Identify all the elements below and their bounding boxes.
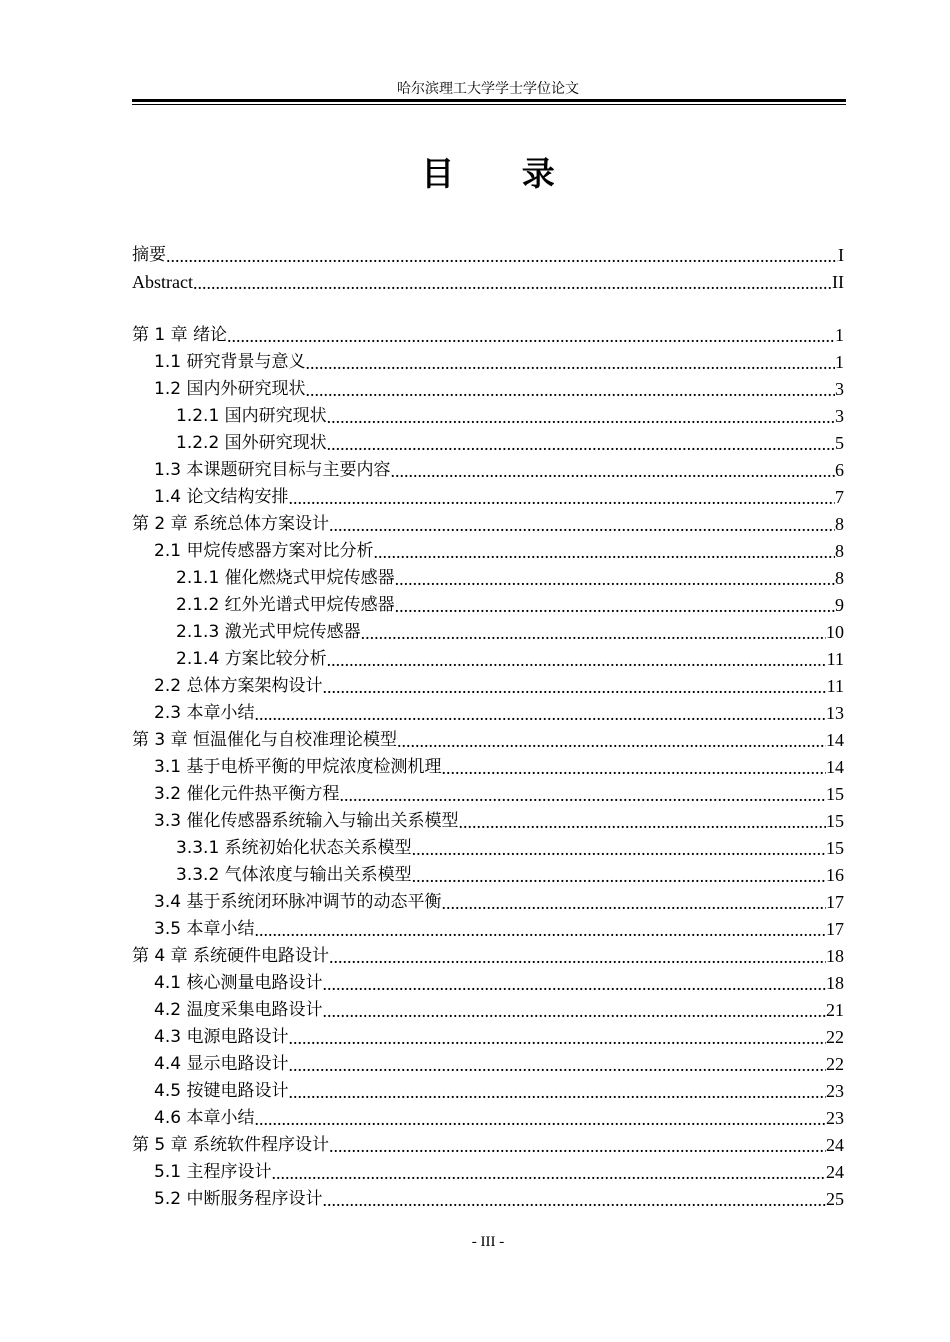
toc-entry[interactable] <box>132 1103 844 1130</box>
toc-entry-page: 3 <box>835 406 844 426</box>
toc-leader-dots <box>395 593 835 617</box>
toc-entry[interactable] <box>132 671 844 698</box>
page-title: 目 录 <box>421 154 583 193</box>
toc-entry[interactable] <box>132 1184 844 1211</box>
toc-entry[interactable] <box>132 968 844 995</box>
toc-entry-page: 21 <box>826 1000 844 1020</box>
toc-entry-page: 17 <box>826 892 844 912</box>
toc-entry[interactable] <box>132 752 844 779</box>
toc-entry[interactable] <box>132 941 844 968</box>
toc-entry-page: 5 <box>835 433 844 453</box>
toc-entry-page: 24 <box>826 1162 844 1182</box>
toc-entry-page: 23 <box>826 1108 844 1128</box>
toc-entry-label: 2.1.1 催化燃烧式甲烷传感器 <box>176 568 395 588</box>
toc-entry-page: 13 <box>826 703 844 723</box>
toc-entry-label: 3.3.1 系统初始化状态关系模型 <box>176 838 412 858</box>
toc-leader-dots <box>397 728 826 752</box>
toc-entry-page: 22 <box>826 1027 844 1047</box>
toc-leader-dots <box>305 350 835 374</box>
toc-leader-dots <box>329 944 826 968</box>
toc-entry[interactable] <box>132 725 844 752</box>
toc-leader-dots <box>254 917 826 941</box>
toc-leader-dots <box>412 863 826 887</box>
toc-leader-dots <box>322 1187 826 1211</box>
header-rule-thick <box>132 99 846 102</box>
toc-entry[interactable] <box>132 536 844 563</box>
toc-entry[interactable] <box>132 590 844 617</box>
toc-entry-label: 4.2 温度采集电路设计 <box>154 1000 323 1020</box>
toc-entry[interactable] <box>132 1022 844 1049</box>
toc-entry[interactable] <box>132 347 844 374</box>
toc-entry-label: 5.1 主程序设计 <box>154 1162 272 1182</box>
toc-entry[interactable] <box>132 806 844 833</box>
toc-entry-label: 4.4 显示电路设计 <box>154 1054 289 1074</box>
toc-entry[interactable] <box>132 887 844 914</box>
toc-leader-dots <box>441 755 826 779</box>
toc-entry-page: I <box>838 245 844 265</box>
toc-entry-label: 4.5 按键电路设计 <box>154 1081 289 1101</box>
toc-entry[interactable] <box>132 1157 844 1184</box>
toc-leader-dots <box>288 485 835 509</box>
toc-entry-page: 7 <box>835 487 844 507</box>
toc-entry-label: 3.5 本章小结 <box>154 919 255 939</box>
toc-entry-page: 8 <box>835 514 844 534</box>
toc-entry-label: 3.2 催化元件热平衡方程 <box>154 784 340 804</box>
toc-entry[interactable] <box>132 860 844 887</box>
toc-entry-page: 14 <box>826 757 844 777</box>
toc-entry[interactable] <box>132 401 844 428</box>
toc-entry-label: 第 3 章 恒温催化与自校准理论模型 <box>132 730 398 750</box>
toc-entry-label: 1.2.1 国内研究现状 <box>176 406 327 426</box>
toc-entry-page: 25 <box>826 1189 844 1209</box>
toc-entry-label: 摘要 <box>132 245 166 265</box>
toc-entry-label: 2.1.4 方案比较分析 <box>176 649 327 669</box>
toc-entry[interactable] <box>132 455 844 482</box>
toc-entry-label: 1.3 本课题研究目标与主要内容 <box>154 460 391 480</box>
toc-entry[interactable] <box>132 320 844 347</box>
toc-entry-label: 3.4 基于系统闭环脉冲调节的动态平衡 <box>154 892 442 912</box>
toc-entry[interactable] <box>132 1130 844 1157</box>
toc-entry-label: 2.3 本章小结 <box>154 703 255 723</box>
toc-leader-dots <box>166 243 838 267</box>
toc-entry-label: 3.1 基于电桥平衡的甲烷浓度检测机理 <box>154 757 442 777</box>
toc-leader-dots <box>373 539 835 563</box>
header-rule-thin <box>132 104 846 105</box>
toc-entry[interactable] <box>132 644 844 671</box>
toc-leader-dots <box>390 458 835 482</box>
toc-entry-label: 5.2 中断服务程序设计 <box>154 1189 323 1209</box>
toc-entry-label: 第 2 章 系统总体方案设计 <box>132 514 330 534</box>
toc-entry[interactable] <box>132 779 844 806</box>
toc-leader-dots <box>322 998 826 1022</box>
toc-entry-label: 第 1 章 绪论 <box>132 325 228 345</box>
toc-entry-page: 14 <box>826 730 844 750</box>
toc-entry-label: 3.3 催化传感器系统输入与输出关系模型 <box>154 811 459 831</box>
toc-entry-page: 15 <box>826 784 844 804</box>
toc-entry[interactable] <box>132 617 844 644</box>
toc-leader-dots <box>327 647 827 671</box>
toc-entry-page: II <box>832 272 844 292</box>
toc-entry[interactable] <box>132 428 844 455</box>
toc-entry[interactable] <box>132 509 844 536</box>
toc-entry-page: 3 <box>835 379 844 399</box>
toc-entry-page: 1 <box>835 325 844 345</box>
toc-entry[interactable] <box>132 995 844 1022</box>
toc-entry-label: 第 4 章 系统硬件电路设计 <box>132 946 330 966</box>
toc-entry-page: 18 <box>826 946 844 966</box>
toc-entry-label: 第 5 章 系统软件程序设计 <box>132 1135 330 1155</box>
toc-entry[interactable] <box>132 267 844 294</box>
toc-entry-page: 22 <box>826 1054 844 1074</box>
toc-entry-page: 11 <box>826 676 844 696</box>
toc-entry-label: 2.1 甲烷传感器方案对比分析 <box>154 541 374 561</box>
toc-entry-page: 17 <box>826 919 844 939</box>
toc-entry[interactable] <box>132 374 844 401</box>
toc-leader-dots <box>288 1052 826 1076</box>
toc-entry-page: 23 <box>826 1081 844 1101</box>
toc-entry-page: 1 <box>835 352 844 372</box>
toc-entry[interactable] <box>132 1049 844 1076</box>
toc-leader-dots <box>327 404 835 428</box>
toc-entry-page: 15 <box>826 811 844 831</box>
toc-entry[interactable] <box>132 833 844 860</box>
toc-leader-dots <box>361 620 826 644</box>
toc-leader-dots <box>458 809 826 833</box>
toc-leader-dots <box>329 512 835 536</box>
toc-entry-page: 10 <box>826 622 844 642</box>
toc-entry-label: 4.3 电源电路设计 <box>154 1027 289 1047</box>
toc-entry-label: 1.2 国内外研究现状 <box>154 379 306 399</box>
toc-entry-label: 4.1 核心测量电路设计 <box>154 973 323 993</box>
toc-entry[interactable] <box>132 240 844 267</box>
toc-leader-dots <box>305 377 835 401</box>
toc-leader-dots <box>271 1160 826 1184</box>
toc-leader-dots <box>395 566 835 590</box>
toc-leader-dots <box>193 270 832 294</box>
toc-entry-page: 9 <box>835 595 844 615</box>
toc-entry-label: 2.1.3 激光式甲烷传感器 <box>176 622 361 642</box>
toc-entry-page: 11 <box>826 649 844 669</box>
toc-entry[interactable] <box>132 698 844 725</box>
toc-leader-dots <box>254 1106 826 1130</box>
toc-entry-page: 24 <box>826 1135 844 1155</box>
toc-entry-label: 3.3.2 气体浓度与输出关系模型 <box>176 865 412 885</box>
toc-entry-page: 8 <box>835 541 844 561</box>
toc-entry-label: 1.2.2 国外研究现状 <box>176 433 327 453</box>
running-header: 哈尔滨理工大学学士学位论文 <box>397 81 579 97</box>
toc-leader-dots <box>412 836 826 860</box>
toc-entry-label: 2.1.2 红外光谱式甲烷传感器 <box>176 595 395 615</box>
toc-leader-dots <box>254 701 826 725</box>
toc-leader-dots <box>288 1079 826 1103</box>
toc-leader-dots <box>327 431 835 455</box>
toc-entry[interactable] <box>132 482 844 509</box>
toc-entry-label: 4.6 本章小结 <box>154 1108 255 1128</box>
page-number: - III - <box>471 1234 505 1250</box>
toc-entry[interactable] <box>132 1076 844 1103</box>
toc-leader-dots <box>322 971 826 995</box>
toc-leader-dots <box>322 674 826 698</box>
toc-entry-page: 16 <box>826 865 844 885</box>
toc-leader-dots <box>227 323 835 347</box>
toc-leader-dots <box>339 782 826 806</box>
toc-entry-page: 18 <box>826 973 844 993</box>
toc-leader-dots <box>288 1025 826 1049</box>
toc-entry-page: 15 <box>826 838 844 858</box>
toc-entry-label: Abstract <box>132 272 193 292</box>
toc-entry-label: 2.2 总体方案架构设计 <box>154 676 323 696</box>
toc-leader-dots <box>329 1133 826 1157</box>
toc-entry[interactable] <box>132 563 844 590</box>
toc-entry-label: 1.1 研究背景与意义 <box>154 352 306 372</box>
toc-leader-dots <box>441 890 826 914</box>
toc-entry-page: 6 <box>835 460 844 480</box>
toc-entry-page: 8 <box>835 568 844 588</box>
toc-entry-label: 1.4 论文结构安排 <box>154 487 289 507</box>
toc-entry[interactable] <box>132 914 844 941</box>
